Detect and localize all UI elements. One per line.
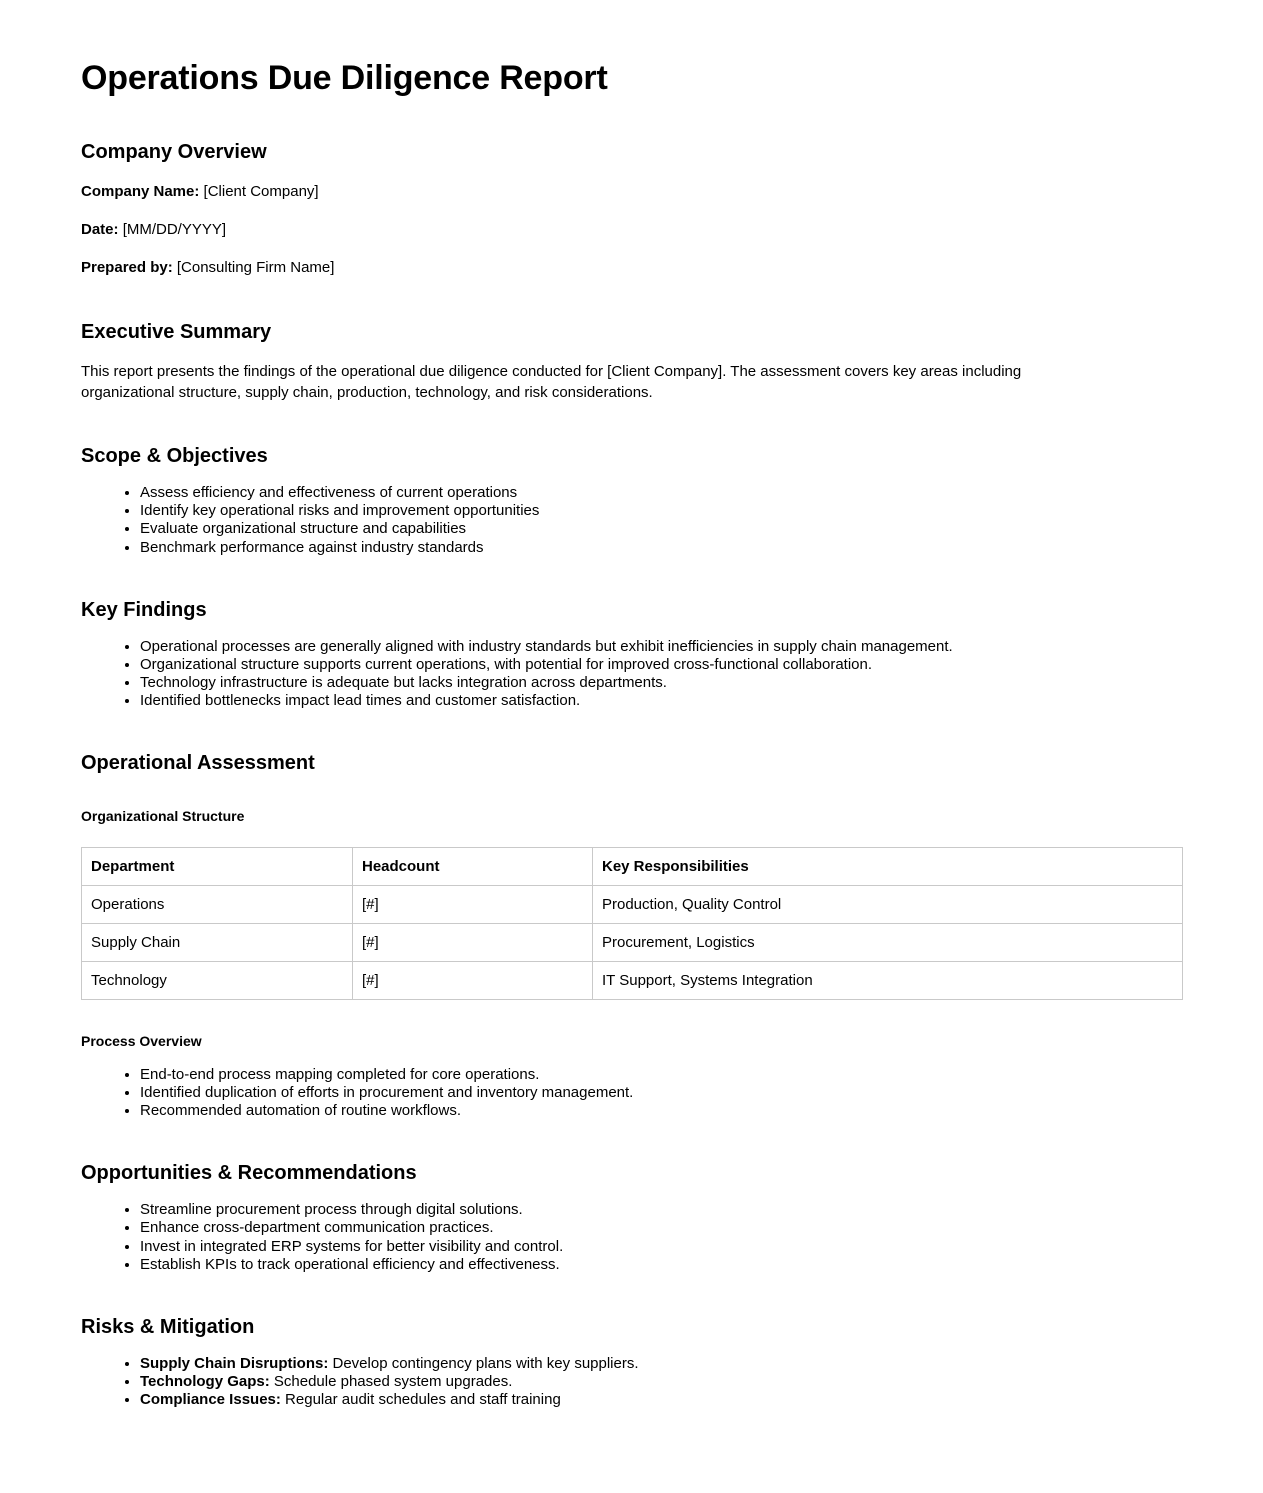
date-line (81, 220, 1188, 240)
list-item: • Invest in integrated ERP systems for better visibility and control. (140, 1238, 1188, 1256)
date-label: Date: (81, 221, 119, 239)
section-heading-risks-mitigation: Risks & Mitigation (81, 1315, 255, 1338)
cell-headcount: [#] (353, 886, 593, 924)
list-item: • Identified bottlenecks impact lead times and customer satisfaction. (140, 692, 1188, 710)
section-heading-opportunities-recommendations: Opportunities & Recommendations (81, 1162, 417, 1185)
table-row (82, 886, 1183, 924)
list-item: • Organizational structure supports current operations, with potential for improved cross-functional collaboration. (140, 656, 1188, 674)
risk-label: Supply Chain Disruptions: (140, 1354, 329, 1372)
table-row (82, 924, 1183, 962)
column-header-department: Department (82, 848, 353, 886)
prepared-by-label: Prepared by: (81, 259, 173, 277)
risk-label: Compliance Issues: (140, 1391, 281, 1409)
list-item: • Evaluate organizational structure and capabilities (140, 520, 1188, 538)
cell-department: Operations (82, 886, 353, 924)
company-name-label: Company Name: (81, 182, 200, 200)
list-item: • Identified duplication of efforts in procurement and inventory management. (140, 1084, 1188, 1102)
list-item: • Establish KPIs to track operational efficiency and effectiveness. (140, 1256, 1188, 1274)
list-item: • Benchmark performance against industry standards (140, 539, 1188, 557)
list-item (140, 1355, 1188, 1373)
list-item: • Identify key operational risks and improvement opportunities (140, 502, 1188, 520)
list-item: • Enhance cross-department communication practices. (140, 1219, 1188, 1237)
page-title: Operations Due Diligence Report (81, 59, 608, 97)
process-overview-list (81, 1066, 1188, 1120)
list-item: • Streamline procurement process through digital solutions. (140, 1201, 1188, 1219)
list-item: • Technology infrastructure is adequate but lacks integration across departments. (140, 674, 1188, 692)
date-value: [MM/DD/YYYY] (122, 221, 227, 239)
prepared-by-value: [Consulting Firm Name] (176, 259, 335, 277)
list-item: • Assess efficiency and effectiveness of current operations (140, 484, 1188, 502)
list-item (140, 1391, 1188, 1409)
section-heading-scope-objectives: Scope & Objectives (81, 445, 268, 468)
cell-key-responsibilities: Production, Quality Control (593, 886, 1183, 924)
column-header-key-responsibilities: Key Responsibilities (593, 848, 1183, 886)
subsection-heading-organizational-structure: Organizational Structure (81, 808, 245, 825)
risk-text: Develop contingency plans with key suppliers. (328, 1354, 639, 1372)
list-item: • Operational processes are generally aligned with industry standards but exhibit inefficiencies in supply chain management. (140, 638, 1188, 656)
cell-key-responsibilities: Procurement, Logistics (593, 924, 1183, 962)
key-findings-list (81, 638, 1188, 711)
cell-key-responsibilities: IT Support, Systems Integration (593, 962, 1183, 1000)
list-item (140, 1373, 1188, 1391)
cell-department: Technology (82, 962, 353, 1000)
cell-headcount: [#] (353, 962, 593, 1000)
company-name-value: [Client Company] (203, 182, 319, 200)
list-item: • End-to-end process mapping completed for core operations. (140, 1066, 1188, 1084)
list-item: • Recommended automation of routine workflows. (140, 1102, 1188, 1120)
cell-department: Supply Chain (82, 924, 353, 962)
section-heading-operational-assessment: Operational Assessment (81, 752, 315, 775)
organizational-structure-table (81, 847, 1183, 1000)
section-heading-key-findings: Key Findings (81, 598, 207, 621)
company-name-line (81, 182, 1188, 202)
risk-label: Technology Gaps: (140, 1372, 270, 1390)
opportunities-recommendations-list (81, 1201, 1188, 1274)
table-row (82, 962, 1183, 1000)
risk-text: Schedule phased system upgrades. (269, 1372, 513, 1390)
column-header-headcount: Headcount (353, 848, 593, 886)
risk-text: Regular audit schedules and staff training (280, 1391, 561, 1409)
section-heading-executive-summary: Executive Summary (81, 320, 272, 343)
table-header-row (82, 848, 1183, 886)
prepared-by-line (81, 258, 1188, 278)
scope-objectives-list (81, 484, 1188, 557)
subsection-heading-process-overview: Process Overview (81, 1033, 202, 1050)
cell-headcount: [#] (353, 924, 593, 962)
risks-mitigation-list (81, 1355, 1188, 1409)
section-heading-company-overview: Company Overview (81, 140, 267, 163)
executive-summary-paragraph: This report presents the findings of the operational due diligence conducted for [Client Company]. The assessment covers key areas including organizational structure, supply chain, production, technology, and risk considerations. (81, 362, 1022, 401)
